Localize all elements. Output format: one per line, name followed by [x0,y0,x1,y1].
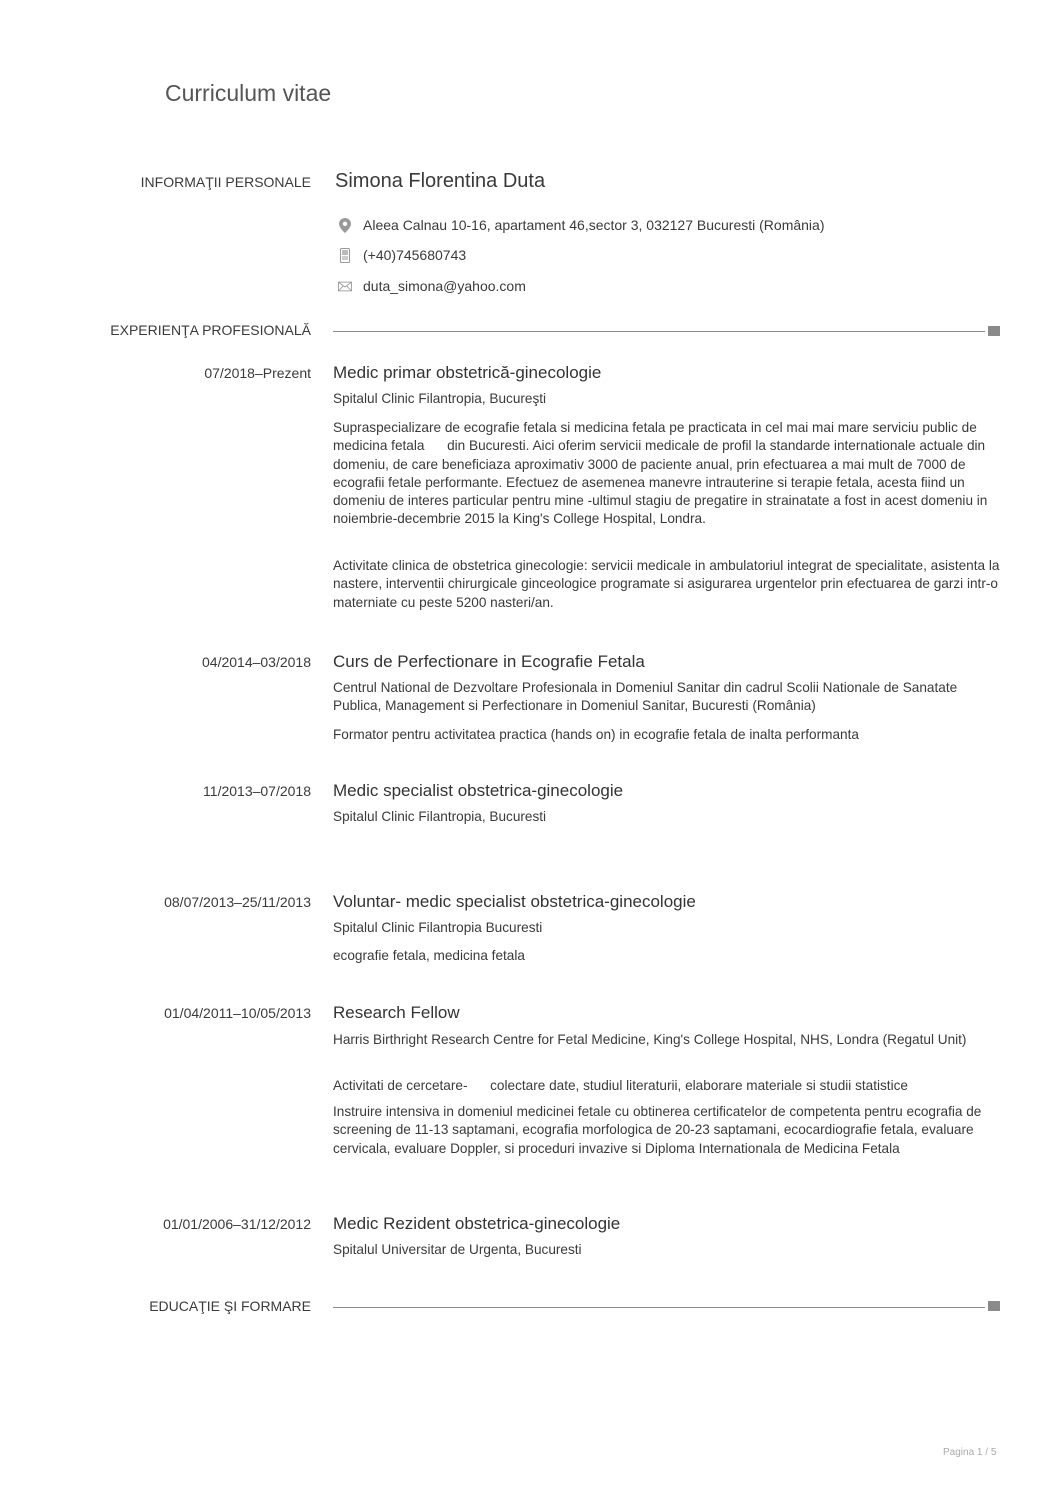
entry-org: Spitalul Universitar de Urgenta, Bucuresti [333,1242,582,1257]
section-marker [988,1301,1000,1311]
education-section-label: EDUCAŢIE ŞI FORMARE [149,1298,311,1314]
entry-title: Medic Rezident obstetrica-ginecologie [333,1214,621,1233]
entry-title: Research Fellow [333,1003,460,1022]
address-row [338,217,825,233]
mobile-phone-icon [338,248,352,262]
section-divider [333,331,985,332]
phone-text: (+40)745680743 [363,247,467,263]
entry-paragraph: ecografie fetala, medicina fetala [333,948,525,963]
entry-date: 01/01/2006–31/12/2012 [163,1216,311,1232]
person-name: Simona Florentina Duta [335,170,546,192]
entry-paragraph: Instruire intensiva in domeniul medicinei fetale cu obtinerea certificatelor de competenta pentru ecografia de screening de 11-13 saptamani, ecografia morfologica de 20-23 saptamani, ecocardiografie fetala, evaluare cervicala, evaluare Doppler, si proceduri invazive si Diploma Internationala de Medicina Fetala [333,1104,982,1156]
entry-title: Medic specialist obstetrica-ginecologie [333,781,624,800]
entry-date: 08/07/2013–25/11/2013 [164,894,311,910]
entry-paragraph: Supraspecializare de ecografie fetala si medicina fetala pe practicata in cel mai mai mare serviciu public de medicina fetala din Bucuresti. Aici oferim servicii medicale de profil la standarde internationale actuale din domeniu, de care beneficiaza aproximativ 3000 de paciente anual, prin efectuarea a mai mult de 7000 de ecografii fetale performante. Efectuez de asemenea manevre intrauterine si terapie fetala, acesta fiind un domeniu de interes particular pentru mine -ultimul stagiu de pregatire in strainatate a fost in acest domeniu in noiembrie-decembrie 2015 la King's College Hospital, Londra. [333,420,992,527]
entry-date: 07/2018–Prezent [204,365,311,381]
entry-org: Centrul National de Dezvoltare Profesionala in Domeniul Sanitar din cadrul Scolii Nationale de Sanatate Publica, Management si Perfectionare in Domeniul Sanitar, Bucuresti (România) [333,680,958,714]
entry-org: Spitalul Clinic Filantropia Bucuresti [333,920,543,935]
page-number: Pagina 1 / 5 [943,1447,997,1458]
section-divider [333,1307,985,1308]
entry-org: Spitalul Clinic Filantropia, Bucureşti [333,391,547,406]
phone-row [338,247,466,263]
entry-title: Curs de Perfectionare in Ecografie Fetala [333,652,645,671]
document-title: Curriculum vitae [165,80,332,106]
entry-date: 11/2013–07/2018 [203,783,311,799]
entry-title: Voluntar- medic specialist obstetrica-ginecologie [333,892,696,911]
email-row [338,278,526,294]
entry-date: 01/04/2011–10/05/2013 [164,1005,311,1021]
entry-org: Spitalul Clinic Filantropia, Bucuresti [333,809,547,824]
entry-paragraph: Activitate clinica de obstetrica ginecologie: servicii medicale in ambulatoriul integrat de specialitate, asistenta la nastere, interventii chirurgicale ginceologice programate si asigurarea urgentelor prin efectuarea de garzi intr-o materniate cu peste 5200 nasteri/an. [333,558,1000,610]
entry-title: Medic primar obstetrică-ginecologie [333,363,602,382]
entry-date: 04/2014–03/2018 [202,654,311,670]
entry-org: Harris Birthright Research Centre for Fetal Medicine, King's College Hospital, NHS, Londra (Regatul Unit) [333,1032,967,1047]
entry-paragraph: Formator pentru activitatea practica (hands on) in ecografie fetala de inalta performanta [333,727,859,742]
section-marker [988,326,1000,336]
personal-info-label: INFORMAŢII PERSONALE [140,174,311,190]
entry-paragraph: Activitati de cercetare- colectare date, studiul literaturii, elaborare materiale si studii statistice [333,1078,908,1093]
envelope-icon [338,279,352,293]
address-text: Aleea Calnau 10-16, apartament 46,sector 3, 032127 Bucuresti (România) [363,217,825,233]
location-pin-icon [338,218,352,232]
email-text: duta_simona@yahoo.com [363,278,526,294]
experience-section-label: EXPERIENŢA PROFESIONALĂ [110,322,311,338]
